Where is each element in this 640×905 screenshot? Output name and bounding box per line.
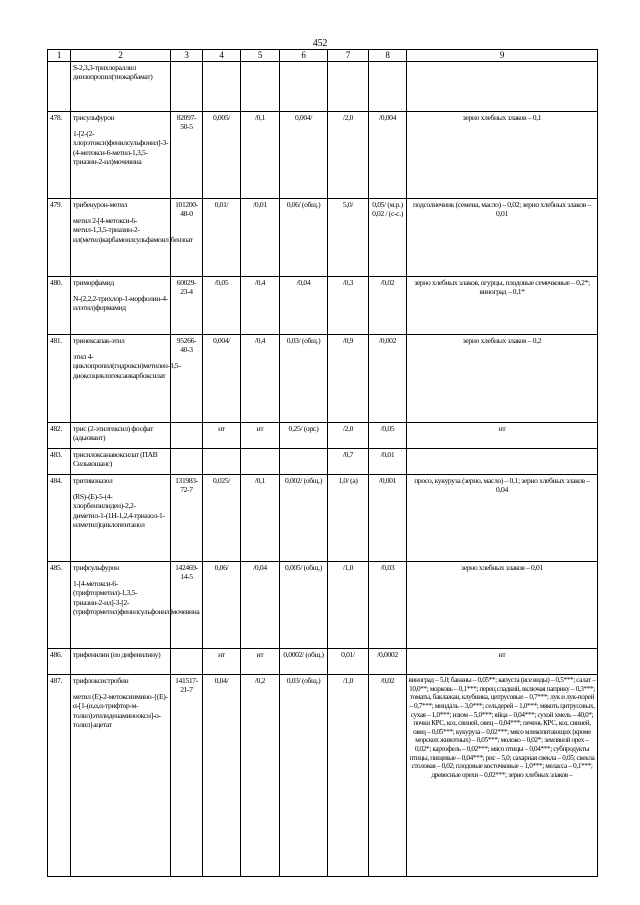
substance-cell — [71, 111, 171, 198]
substance-name: трисилоксанавоксилат (ПАВ Сильвошанс) — [73, 449, 158, 469]
value-col-6: /0,04 — [280, 276, 328, 334]
table-row — [48, 648, 598, 674]
value-col-4: 0,004/ — [203, 334, 241, 422]
crops-limits: зерно хлебных злаков – 0,01 — [407, 561, 598, 648]
value-col-5: /0,1 — [241, 111, 280, 198]
value-col-8: /0,02 — [369, 674, 407, 876]
value-col-7: /1,0 — [328, 561, 369, 648]
row-number: 487. — [48, 674, 71, 876]
substance-cell — [71, 61, 171, 111]
value-col-7: /0,9 — [328, 334, 369, 422]
table-row — [48, 198, 598, 276]
cas-number — [171, 448, 203, 474]
table-row — [48, 422, 598, 448]
table-row — [48, 448, 598, 474]
header-col-9: 9 — [407, 50, 598, 62]
chemical-name: 1-[2-(2-хлорэтокси)фенилсульфонил]-3-(4-метокси-6-метил-1,3,5-триазин-2-ил)мочевина — [73, 129, 169, 166]
crops-limits: нт — [407, 422, 598, 448]
value-col-7: /0,3 — [328, 276, 369, 334]
table-row — [48, 674, 598, 876]
value-col-7: 5,0/ — [328, 198, 369, 276]
value-col-8: /0,03 — [369, 561, 407, 648]
substance-cell — [71, 422, 171, 448]
value-col-6: 0,03/ (общ.) — [280, 334, 328, 422]
chemical-name: N-(2,2,2-трихлор-1-морфолин-4-илэтил)формамид — [73, 294, 168, 313]
cas-number — [171, 648, 203, 674]
substance-cell — [71, 648, 171, 674]
substance-cell — [71, 474, 171, 561]
substance-cell — [71, 276, 171, 334]
row-number — [48, 61, 71, 111]
substance-cell — [71, 448, 171, 474]
value-col-5: /0,1 — [241, 474, 280, 561]
value-col-8: /0,05 — [369, 422, 407, 448]
cas-number: 95266-40-3 — [171, 334, 203, 422]
row-number: 483. — [48, 448, 71, 474]
table-row — [48, 111, 598, 198]
substance-name: трифлоксистробин — [73, 675, 129, 685]
value-col-7: /0,7 — [328, 448, 369, 474]
crops-limits: зерно хлебных злаков – 0,1 — [407, 111, 598, 198]
value-col-4: 0,06/ — [203, 561, 241, 648]
value-col-8: /0,02 — [369, 276, 407, 334]
value-col-4 — [203, 448, 241, 474]
value-col-7: 0,01/ — [328, 648, 369, 674]
row-number: 478. — [48, 111, 71, 198]
chemical-name: метил 2-[4-метокси-6-метил-1,3,5-триазин-2-ил(метил)карбамоилсульфамоил]бензоат — [73, 216, 193, 244]
row-number: 486. — [48, 648, 71, 674]
value-col-5: нт — [241, 648, 280, 674]
cas-number: 142469-14-5 — [171, 561, 203, 648]
cas-number — [171, 61, 203, 111]
substance-name: трифсульфурон — [73, 562, 119, 572]
row-number: 479. — [48, 198, 71, 276]
crops-limits — [407, 448, 598, 474]
value-col-5 — [241, 61, 280, 111]
header-col-3: 3 — [171, 50, 203, 62]
row-number: 481. — [48, 334, 71, 422]
value-col-5: /0,4 — [241, 276, 280, 334]
value-col-6: 0,002/ (общ.) — [280, 474, 328, 561]
row-number: 485. — [48, 561, 71, 648]
value-col-6 — [280, 448, 328, 474]
substances-table — [47, 49, 598, 877]
value-col-4: 0,005/ — [203, 111, 241, 198]
value-col-8 — [369, 61, 407, 111]
substance-name: тритиконазол — [73, 475, 113, 485]
value-col-7: /1,0 — [328, 674, 369, 876]
value-col-6: 0,005/ (общ.) — [280, 561, 328, 648]
header-col-6: 6 — [280, 50, 328, 62]
value-col-6: 0,03/ (общ.) — [280, 674, 328, 876]
substance-name: трифенилин (по дифенилину) — [73, 649, 161, 659]
table-row — [48, 276, 598, 334]
value-col-5: /0,2 — [241, 674, 280, 876]
value-col-4: 0,04/ — [203, 674, 241, 876]
substance-name: тринексапак-этил — [73, 335, 125, 345]
value-col-7 — [328, 61, 369, 111]
cas-number — [171, 422, 203, 448]
value-col-8: /0,01 — [369, 448, 407, 474]
value-col-7: /2,0 — [328, 422, 369, 448]
value-col-5: /0,01 — [241, 198, 280, 276]
value-col-5: /0,04 — [241, 561, 280, 648]
header-col-8: 8 — [369, 50, 407, 62]
chemical-name: метил (E)-2-метоксиимино-{(E)-α-[1-(α,α,α-трифтор-м-толил)этилиденаминоокси]-о-толил}ацетат — [73, 692, 168, 729]
chemical-name: этил 4-циклопропил(гидрокси)метилен-3,5-диоксоциклогексанкарбоксилат — [73, 352, 181, 380]
header-row — [48, 50, 598, 62]
substance-name: трибенурон-метил — [73, 199, 128, 209]
value-col-6: 0,0002/ (общ.) — [280, 648, 328, 674]
header-col-7: 7 — [328, 50, 369, 62]
substance-name: трисульфурон — [73, 112, 115, 122]
value-col-4: 0,025/ — [203, 474, 241, 561]
substance-name: трис (2-этилгексил) фосфат (адьювант) — [73, 423, 154, 443]
substance-cell — [71, 674, 171, 876]
value-col-4: нт — [203, 422, 241, 448]
row-number: 480. — [48, 276, 71, 334]
crops-limits: зерно хлебных злаков, огурцы, плодовые семечковые – 0,2*; виноград – 0,1* — [407, 276, 598, 334]
value-col-4: /0,05 — [203, 276, 241, 334]
table-row — [48, 334, 598, 422]
value-col-5: нт — [241, 422, 280, 448]
value-col-6: 0,06/ (общ.) — [280, 198, 328, 276]
header-col-1: 1 — [48, 50, 71, 62]
value-col-4 — [203, 61, 241, 111]
value-col-8: 0,05/ (м.р.) 0,02 / (с-с.) — [369, 198, 407, 276]
row-number: 484. — [48, 474, 71, 561]
table-row — [48, 561, 598, 648]
crops-limits: нт — [407, 648, 598, 674]
chemical-name: 1-[4-метокси-6-(трифторметил)-1,3,5-триазин-2-ил]-3-[2-(трифторметил)фенилсульфонил]мочевина — [73, 579, 200, 616]
value-col-6: 0,25/ (орг.) — [280, 422, 328, 448]
value-col-8: /0,001 — [369, 474, 407, 561]
chemical-name: (RS)-(E)-5-(4-хлорбензилиден)-2,2-диметил-1-(1H-1,2,4-триазол-1-илметил)циклопентанол — [73, 492, 165, 529]
cas-number: 141517-21-7 — [171, 674, 203, 876]
cas-number: 82097-50-5 — [171, 111, 203, 198]
value-col-4: нт — [203, 648, 241, 674]
value-col-5: /0,4 — [241, 334, 280, 422]
substance-cell — [71, 334, 181, 422]
cas-number: 60029-23-4 — [171, 276, 203, 334]
table-row — [48, 61, 598, 111]
cas-number: 131983-72-7 — [171, 474, 203, 561]
header-col-5: 5 — [241, 50, 280, 62]
crops-limits — [407, 61, 598, 111]
table-row — [48, 474, 598, 561]
header-col-2: 2 — [71, 50, 171, 62]
page-number: 452 — [312, 38, 328, 49]
substance-name: S-2,3,3-трихлораллил диизопропил(тиокарбамат) — [73, 62, 153, 82]
value-col-6: 0,004/ — [280, 111, 328, 198]
value-col-5 — [241, 448, 280, 474]
cas-number: 101200-48-0 — [171, 198, 203, 276]
value-col-4: 0,01/ — [203, 198, 241, 276]
value-col-7: /2,0 — [328, 111, 369, 198]
crops-limits: виноград – 5,0; бананы – 0,05**; капуста (все виды) – 0,5***; салат – 10,0**; морковь – 0,1***; перец сладкий, включая паприку – 0,3***; томаты, баклажан, клубника, цитрусовые – 0,7***; лук и лук-порей – 0,7***; миндаль – 3,0***; сельдерей – 1,0***; мякоть цитрусовых, сухая – 1,0***; изюм – 5,0***; яйца – 0,04***; сухой хмель – 40,0*; почки КРС, коз, свиней, овец – 0,04***; печень КРС, коз, свиней, овец – 0,05***; кукуруза – 0,02***; мясо млекопитающих (кроме морских животных) – 0,05***; молоко – 0,02*; земляной орех – 0,02*; картофель – 0,02***; мясо птицы – 0,04***; субпродукты птицы, пищевые – 0,04***; рис – 5,0; сахарная свекла – 0,05; свекла столовая – 0,02; плодовые косточковые – 1,0***; меласса – 0,1***; древесные орехи – 0,02***; зерно хлебных злаков – — [407, 674, 598, 876]
value-col-8: /0,002 — [369, 334, 407, 422]
row-number: 482. — [48, 422, 71, 448]
value-col-8: /0,004 — [369, 111, 407, 198]
value-col-7: 1,0/ (а) — [328, 474, 369, 561]
crops-limits: зерно хлебных злаков – 0,2 — [407, 334, 598, 422]
crops-limits: подсолнечник (семена, масло) – 0,02; зерно хлебных злаков – 0,01 — [407, 198, 598, 276]
substance-name: триморфамид — [73, 277, 114, 287]
value-col-6 — [280, 61, 328, 111]
value-col-8: /0,0002 — [369, 648, 407, 674]
header-col-4: 4 — [203, 50, 241, 62]
crops-limits: просо, кукуруза (зерно, масло) – 0,1; зерно хлебных злаков – 0,04 — [407, 474, 598, 561]
